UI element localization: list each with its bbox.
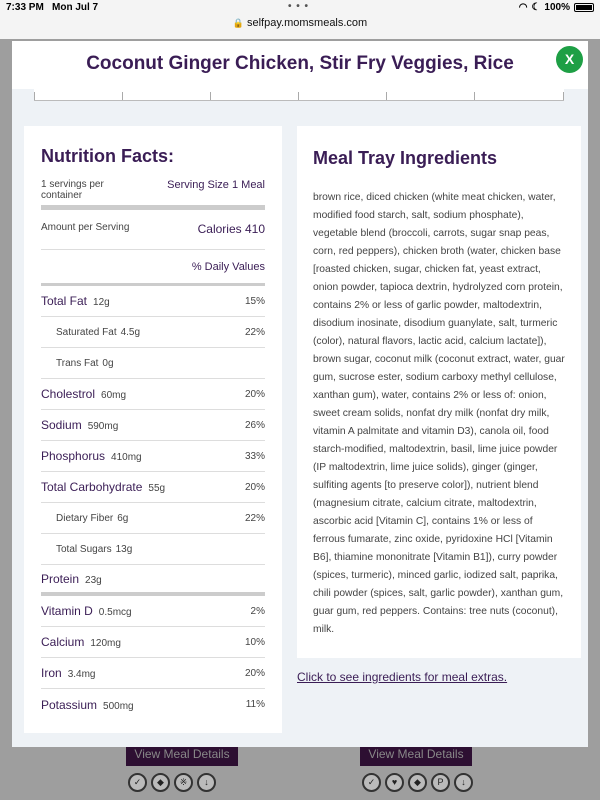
- nutrient-row: [41, 596, 265, 627]
- download-icon: ↓: [454, 773, 473, 792]
- nutrient-amount: 410mg: [111, 452, 142, 463]
- nutrient-name: Trans Fat: [56, 357, 99, 369]
- servings-row: [41, 179, 265, 201]
- check-icon: ✓: [362, 773, 381, 792]
- nutrient-name: Dietary Fiber: [56, 512, 114, 524]
- nutrient-name: Cholestrol: [41, 387, 96, 401]
- meal-details-modal: [12, 41, 588, 747]
- view-meal-details-button-right[interactable]: View Meal Details: [360, 742, 472, 766]
- nutrient-name: Vitamin D: [41, 604, 93, 618]
- download-icon: ↓: [197, 773, 216, 792]
- diet-icons-right: [362, 773, 473, 792]
- nutrient-amount: 3.4mg: [67, 669, 96, 680]
- status-bar: [0, 0, 600, 15]
- wifi-icon: ◠: [518, 2, 528, 13]
- nutrient-row: [41, 379, 265, 410]
- check-icon: ✓: [128, 773, 147, 792]
- nutrient-name: Total Carbohydrate: [41, 480, 143, 494]
- nutrient-row: [41, 472, 265, 503]
- moon-icon: ☾: [531, 2, 541, 13]
- servings-per-container: 1 servings per container: [41, 179, 104, 201]
- nutrient-amount: 6g: [117, 512, 129, 524]
- nutrient-dv: 20%: [244, 667, 265, 679]
- nutrient-amount: 55g: [148, 483, 166, 494]
- nutrient-dv: 22%: [244, 512, 265, 524]
- battery-percent: 100%: [544, 2, 570, 13]
- nutrient-row: [41, 441, 265, 472]
- ingredients-card: [297, 126, 581, 658]
- amount-per-serving: Amount per Serving: [41, 222, 130, 233]
- drop-icon: ◆: [151, 773, 170, 792]
- address-bar[interactable]: [0, 15, 600, 39]
- nutrient-row: [41, 534, 265, 565]
- nutrient-name: Iron: [41, 666, 62, 680]
- nutrient-dv: 20%: [244, 388, 265, 400]
- nutrient-row: [41, 689, 265, 720]
- nutrient-dv: 15%: [244, 295, 265, 307]
- battery-icon: [574, 3, 594, 12]
- nutrient-dv: 10%: [244, 636, 265, 648]
- grain-icon: ※: [174, 773, 193, 792]
- nutrient-amount: 500mg: [103, 700, 134, 712]
- lock-icon: 🔒: [232, 18, 244, 28]
- ingredients-text: brown rice, diced chicken (white meat chicken, water, modified food starch, salt, sodium phosphate), vegetable blend (broccoli, carrots, sugar snap peas, corn, red peppers), chicken broth (water, chicken base [roasted chicken, sugar, chicken fat, yeast extract, onion powder, tapioca dextrin, hydrolyzed corn protein, contains 2% or less of garlic powder, maltodextrin, disodium inosinate, disodium guanylate, salt, turmeric (color), natural flavors, lactic acid, calcium lactate]), brown sugar, coconut milk (coconut extract, water, guar gum, sucrose ester, sodium carboxy methyl cellulose, xanthan gum), water, contains 2% or less of: onion, sweet cream solids, nonfat dry milk (nonfat dry milk, vitamin A palmitate and vitamin D3), canola oil, food starch-modified, maltodextrin, basil, lime juice powder (IP maltodextrin, lime juice solids), ginger (ginger, sulfiting agents [to preserve color]), nutrient blend (magnesium citrate, calcium citrate, maltodextrin, ascorbic acid [Vitamin C], contains 1% or less of ferrous fumarate, zinc oxide, pyridoxine HCl [Vitamin B6], thiamine mononitrate [Vitamin B1]), curry powder (spices, turmeric), minced garlic, iodized salt, paprika, chili powder (spices, salt, garlic powder), xanthan gum, guar gum, red peppers. Contains: tree nuts (coconut), milk.: [313, 192, 565, 635]
- nutrient-dv: 22%: [244, 326, 265, 338]
- nutrient-name: Calcium: [41, 635, 85, 649]
- nutrient-amount: 4.5g: [120, 326, 141, 338]
- ingredients-heading: Meal Tray Ingredients: [313, 148, 498, 168]
- divider: [41, 205, 265, 210]
- nutrient-dv: 11%: [245, 699, 265, 710]
- view-meal-details-button-left[interactable]: View Meal Details: [126, 742, 238, 766]
- nutrient-dv: 33%: [244, 450, 265, 462]
- nutrient-amount: 60mg: [101, 390, 127, 401]
- diet-icons-left: [128, 773, 216, 792]
- nutrient-row: [41, 503, 265, 534]
- status-time: 7:33 PM: [6, 2, 44, 13]
- nutrient-name: Total Sugars: [56, 543, 112, 555]
- meal-title: Coconut Ginger Chicken, Stir Fry Veggies, Rice: [86, 53, 514, 74]
- nutrient-name: Saturated Fat: [56, 326, 117, 338]
- divider: [34, 89, 564, 101]
- nutrient-amount: 23g: [85, 574, 102, 586]
- nutrient-amount: 12g: [93, 297, 110, 308]
- calories-row: [41, 222, 265, 250]
- nutrient-name: Total Fat: [41, 294, 88, 308]
- nutrient-amount: 13g: [115, 543, 133, 555]
- url-text: selfpay.momsmeals.com: [247, 17, 368, 29]
- close-button[interactable]: X: [556, 46, 583, 73]
- nutrient-dv: 26%: [244, 419, 265, 431]
- daily-values-header: % Daily Values: [41, 250, 265, 286]
- meal-extras-link[interactable]: Click to see ingredients for meal extras.: [297, 670, 508, 684]
- drop-icon: ◆: [408, 773, 427, 792]
- nutrient-name: Phosphorus: [41, 449, 106, 463]
- nutrient-amount: 0g: [102, 357, 114, 369]
- calories-value: Calories 410: [197, 222, 265, 236]
- nutrient-row: [41, 410, 265, 441]
- nutrient-row: [41, 658, 265, 689]
- nutrient-amount: 120mg: [90, 638, 121, 649]
- nutrient-row: [41, 348, 265, 379]
- nutrient-dv: 20%: [244, 481, 265, 493]
- modal-header: [12, 41, 588, 89]
- nutrition-heading: Nutrition Facts:: [41, 146, 174, 166]
- nutrient-row: [41, 286, 265, 317]
- nutrient-name: Sodium: [41, 418, 82, 432]
- status-date: Mon Jul 7: [52, 2, 99, 13]
- heart-icon: ♥: [385, 773, 404, 792]
- nutrient-amount: 0.5mcg: [98, 607, 132, 618]
- nutrient-dv: 2%: [250, 605, 265, 617]
- nutrition-facts-card: [24, 126, 282, 733]
- serving-size: Serving Size 1 Meal: [167, 179, 265, 191]
- nutrient-name: Potassium: [41, 697, 98, 712]
- nutrient-row: [41, 317, 265, 348]
- nutrient-row: [41, 627, 265, 658]
- nutrient-name: Protein: [41, 571, 80, 586]
- multitask-dots-icon[interactable]: • • •: [288, 1, 310, 12]
- nutrient-row: [41, 565, 265, 596]
- nutrient-amount: 590mg: [87, 421, 119, 432]
- phosphorus-icon: P: [431, 773, 450, 792]
